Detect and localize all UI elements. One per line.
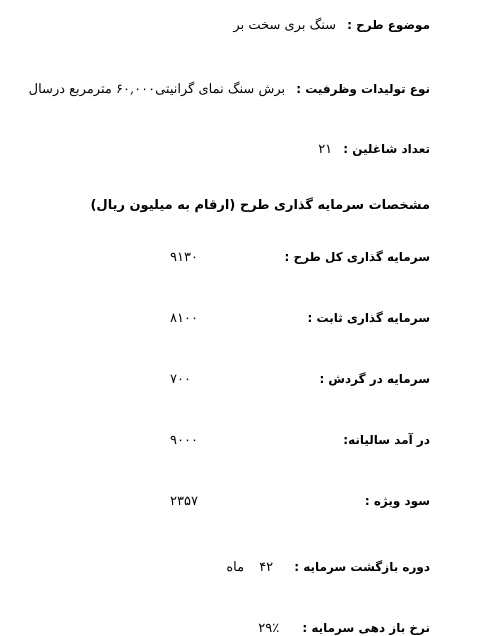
total-investment-row [170,250,430,270]
net-profit-label: سود ویژه : [364,494,430,508]
project-subject-row [233,14,430,33]
payback-period-label: دوره بازگشت سرمایه : [294,560,430,574]
annual-income-row [170,433,430,453]
fixed-investment-value: ۸۱۰۰ [170,311,198,326]
roi-label: نرخ باز دهی سرمایه : [302,621,430,635]
production-capacity-row [29,78,430,97]
roi-row [258,617,430,636]
payback-period-row [226,556,430,575]
payback-period-unit: ماه [226,560,245,575]
net-profit-value: ۲۳۵۷ [170,494,198,509]
working-capital-label: سرمایه در گردش : [319,372,430,386]
payback-period-value: ۴۲ [259,560,274,575]
annual-income-value: ۹۰۰۰ [170,433,198,448]
roi-value: ٪۲۹ [258,621,280,636]
employees-row [318,138,430,157]
working-capital-value: ۷۰۰ [170,372,191,387]
production-capacity-label: نوع تولیدات وظرفیت : [296,82,430,96]
investment-section-title: مشخصات سرمایه گذاری طرح (ارقام به میلیون ریال) [90,198,430,213]
fixed-investment-row [170,311,430,331]
employees-value: ۲۱ [318,142,333,157]
total-investment-label: سرمایه گذاری کل طرح : [284,250,430,264]
annual-income-label: در آمد سالیانه: [343,433,430,447]
production-capacity-value: برش سنگ نمای گرانیتی۶۰,۰۰۰ مترمربع درسال [28,82,286,97]
project-subject-value: سنگ بری سخت بر [233,18,337,33]
employees-label: تعداد شاغلین : [343,142,430,156]
net-profit-row [170,494,430,514]
fixed-investment-label: سرمایه گذاری ثابت : [307,311,430,325]
project-subject-label: موضوع طرح : [347,18,430,32]
working-capital-row [170,372,430,392]
total-investment-value: ۹۱۳۰ [170,250,198,265]
